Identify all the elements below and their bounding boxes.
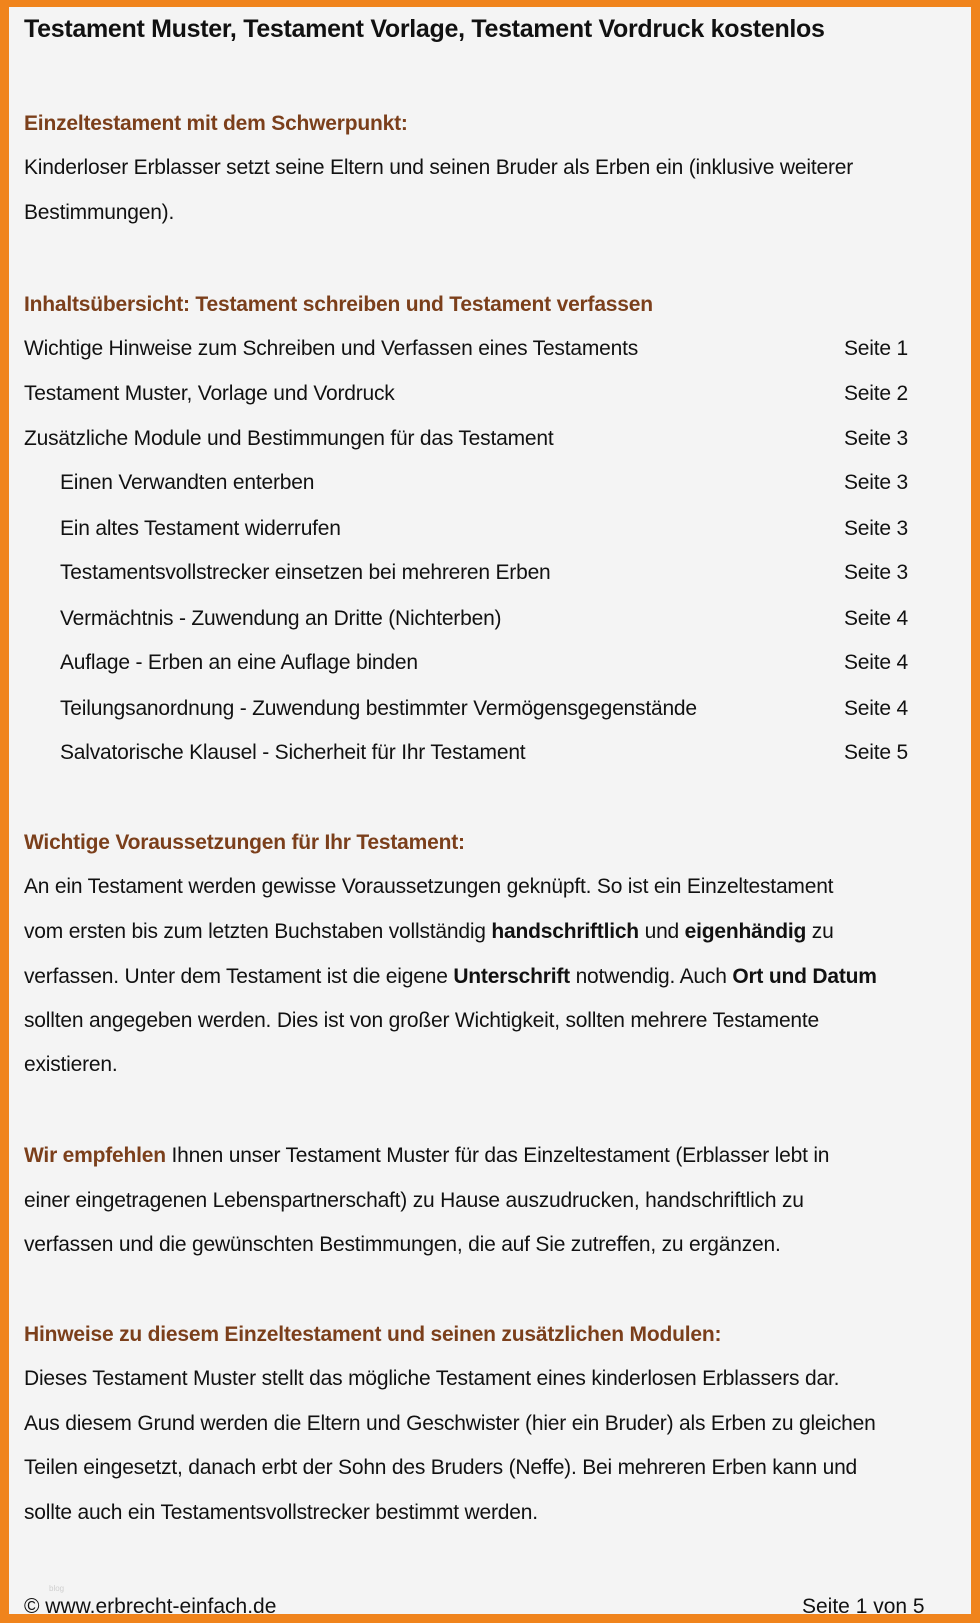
footer-page-number: Seite 1 von 5 [802,1595,925,1618]
toc-item[interactable] [24,696,924,722]
toc-item-page: Seite 3 [844,471,908,494]
toc-item-label: Einen Verwandten enterben [60,471,315,494]
toc-item[interactable] [24,740,924,766]
text-run: Ihnen unser Testament Muster für das Einzeltestament (Erblasser lebt in [165,1144,830,1167]
toc-item[interactable] [24,381,924,407]
watermark: blog [49,1584,65,1593]
toc-heading: Inhaltsübersicht: Testament schreiben und Testament verfassen [24,293,653,316]
intro-heading: Einzeltestament mit dem Schwerpunkt: [24,112,408,135]
recommendation-line: verfassen und die gewünschten Bestimmungen, die auf Sie zutreffen, zu ergänzen. [24,1233,781,1256]
intro-line: Bestimmungen). [24,201,175,224]
requirements-line: sollten angegeben werden. Dies ist von großer Wichtigkeit, sollten mehrere Testamente [24,1009,820,1032]
notes-line: Dieses Testament Muster stellt das mögliche Testament eines kinderlosen Erblassers dar. [24,1367,840,1390]
emphasis-ort-und-datum: Ort und Datum [732,965,877,988]
requirements-heading: Wichtige Voraussetzungen für Ihr Testament: [24,831,465,854]
recommendation-lead: Wir empfehlen [24,1144,166,1167]
text-run: notwendig. Auch [569,965,733,988]
toc-item[interactable] [24,650,924,676]
toc-item-label: Testamentsvollstrecker einsetzen bei mehreren Erben [60,561,551,584]
toc-item-page: Seite 5 [844,741,908,764]
requirements-line [24,919,834,945]
text-run: zu [806,920,834,943]
toc-item-page: Seite 2 [844,382,908,405]
text-run: vom ersten bis zum letzten Buchstaben vollständig [24,920,492,943]
toc-item[interactable] [24,516,924,542]
emphasis-handschriftlich: handschriftlich [491,920,639,943]
toc-item-page: Seite 1 [844,337,908,360]
page-title: Testament Muster, Testament Vorlage, Testament Vordruck kostenlos [24,15,825,43]
toc-item-label: Auflage - Erben an eine Auflage binden [60,651,418,674]
toc-item[interactable] [24,426,924,452]
notes-line: Aus diesem Grund werden die Eltern und Geschwister (hier ein Bruder) als Erben zu gleichen [24,1412,876,1435]
toc-item[interactable] [24,560,924,586]
toc-item-label: Ein altes Testament widerrufen [60,517,341,540]
toc-item-label: Testament Muster, Vorlage und Vordruck [24,382,395,405]
text-run: und [638,920,685,943]
toc-item-page: Seite 4 [844,651,908,674]
footer-copyright: © www.erbrecht-einfach.de [24,1595,277,1618]
toc-item-label: Salvatorische Klausel - Sicherheit für Ihr Testament [60,741,526,764]
recommendation-line [24,1143,829,1169]
toc-item-page: Seite 4 [844,697,908,720]
recommendation-line: einer eingetragenen Lebenspartnerschaft) zu Hause auszudrucken, handschriftlich zu [24,1189,804,1212]
toc-item-label: Vermächtnis - Zuwendung an Dritte (Nichterben) [60,607,502,630]
toc-item-page: Seite 3 [844,561,908,584]
toc-item-page: Seite 3 [844,427,908,450]
toc-item-page: Seite 4 [844,607,908,630]
toc-item[interactable] [24,470,924,496]
intro-line: Kinderloser Erblasser setzt seine Eltern und seinen Bruder als Erben ein (inklusive weiterer [24,156,854,179]
notes-heading: Hinweise zu diesem Einzeltestament und seinen zusätzlichen Modulen: [24,1323,722,1346]
text-run: verfassen. Unter dem Testament ist die eigene [24,965,454,988]
toc-item[interactable] [24,606,924,632]
toc-item-label: Zusätzliche Module und Bestimmungen für das Testament [24,427,554,450]
requirements-line [24,964,877,990]
emphasis-eigenhaendig: eigenhändig [684,920,807,943]
toc-item[interactable] [24,336,924,362]
notes-line: sollte auch ein Testamentsvollstrecker bestimmt werden. [24,1501,538,1524]
requirements-line: existieren. [24,1053,118,1076]
emphasis-unterschrift: Unterschrift [453,965,570,988]
toc-item-label: Wichtige Hinweise zum Schreiben und Verfassen eines Testaments [24,337,639,360]
toc-item-page: Seite 3 [844,517,908,540]
notes-line: Teilen eingesetzt, danach erbt der Sohn des Bruders (Neffe). Bei mehreren Erben kann und [24,1456,858,1479]
requirements-line: An ein Testament werden gewisse Voraussetzungen geknüpft. So ist ein Einzeltestament [24,875,834,898]
toc-item-label: Teilungsanordnung - Zuwendung bestimmter Vermögensgegenstände [60,697,697,720]
